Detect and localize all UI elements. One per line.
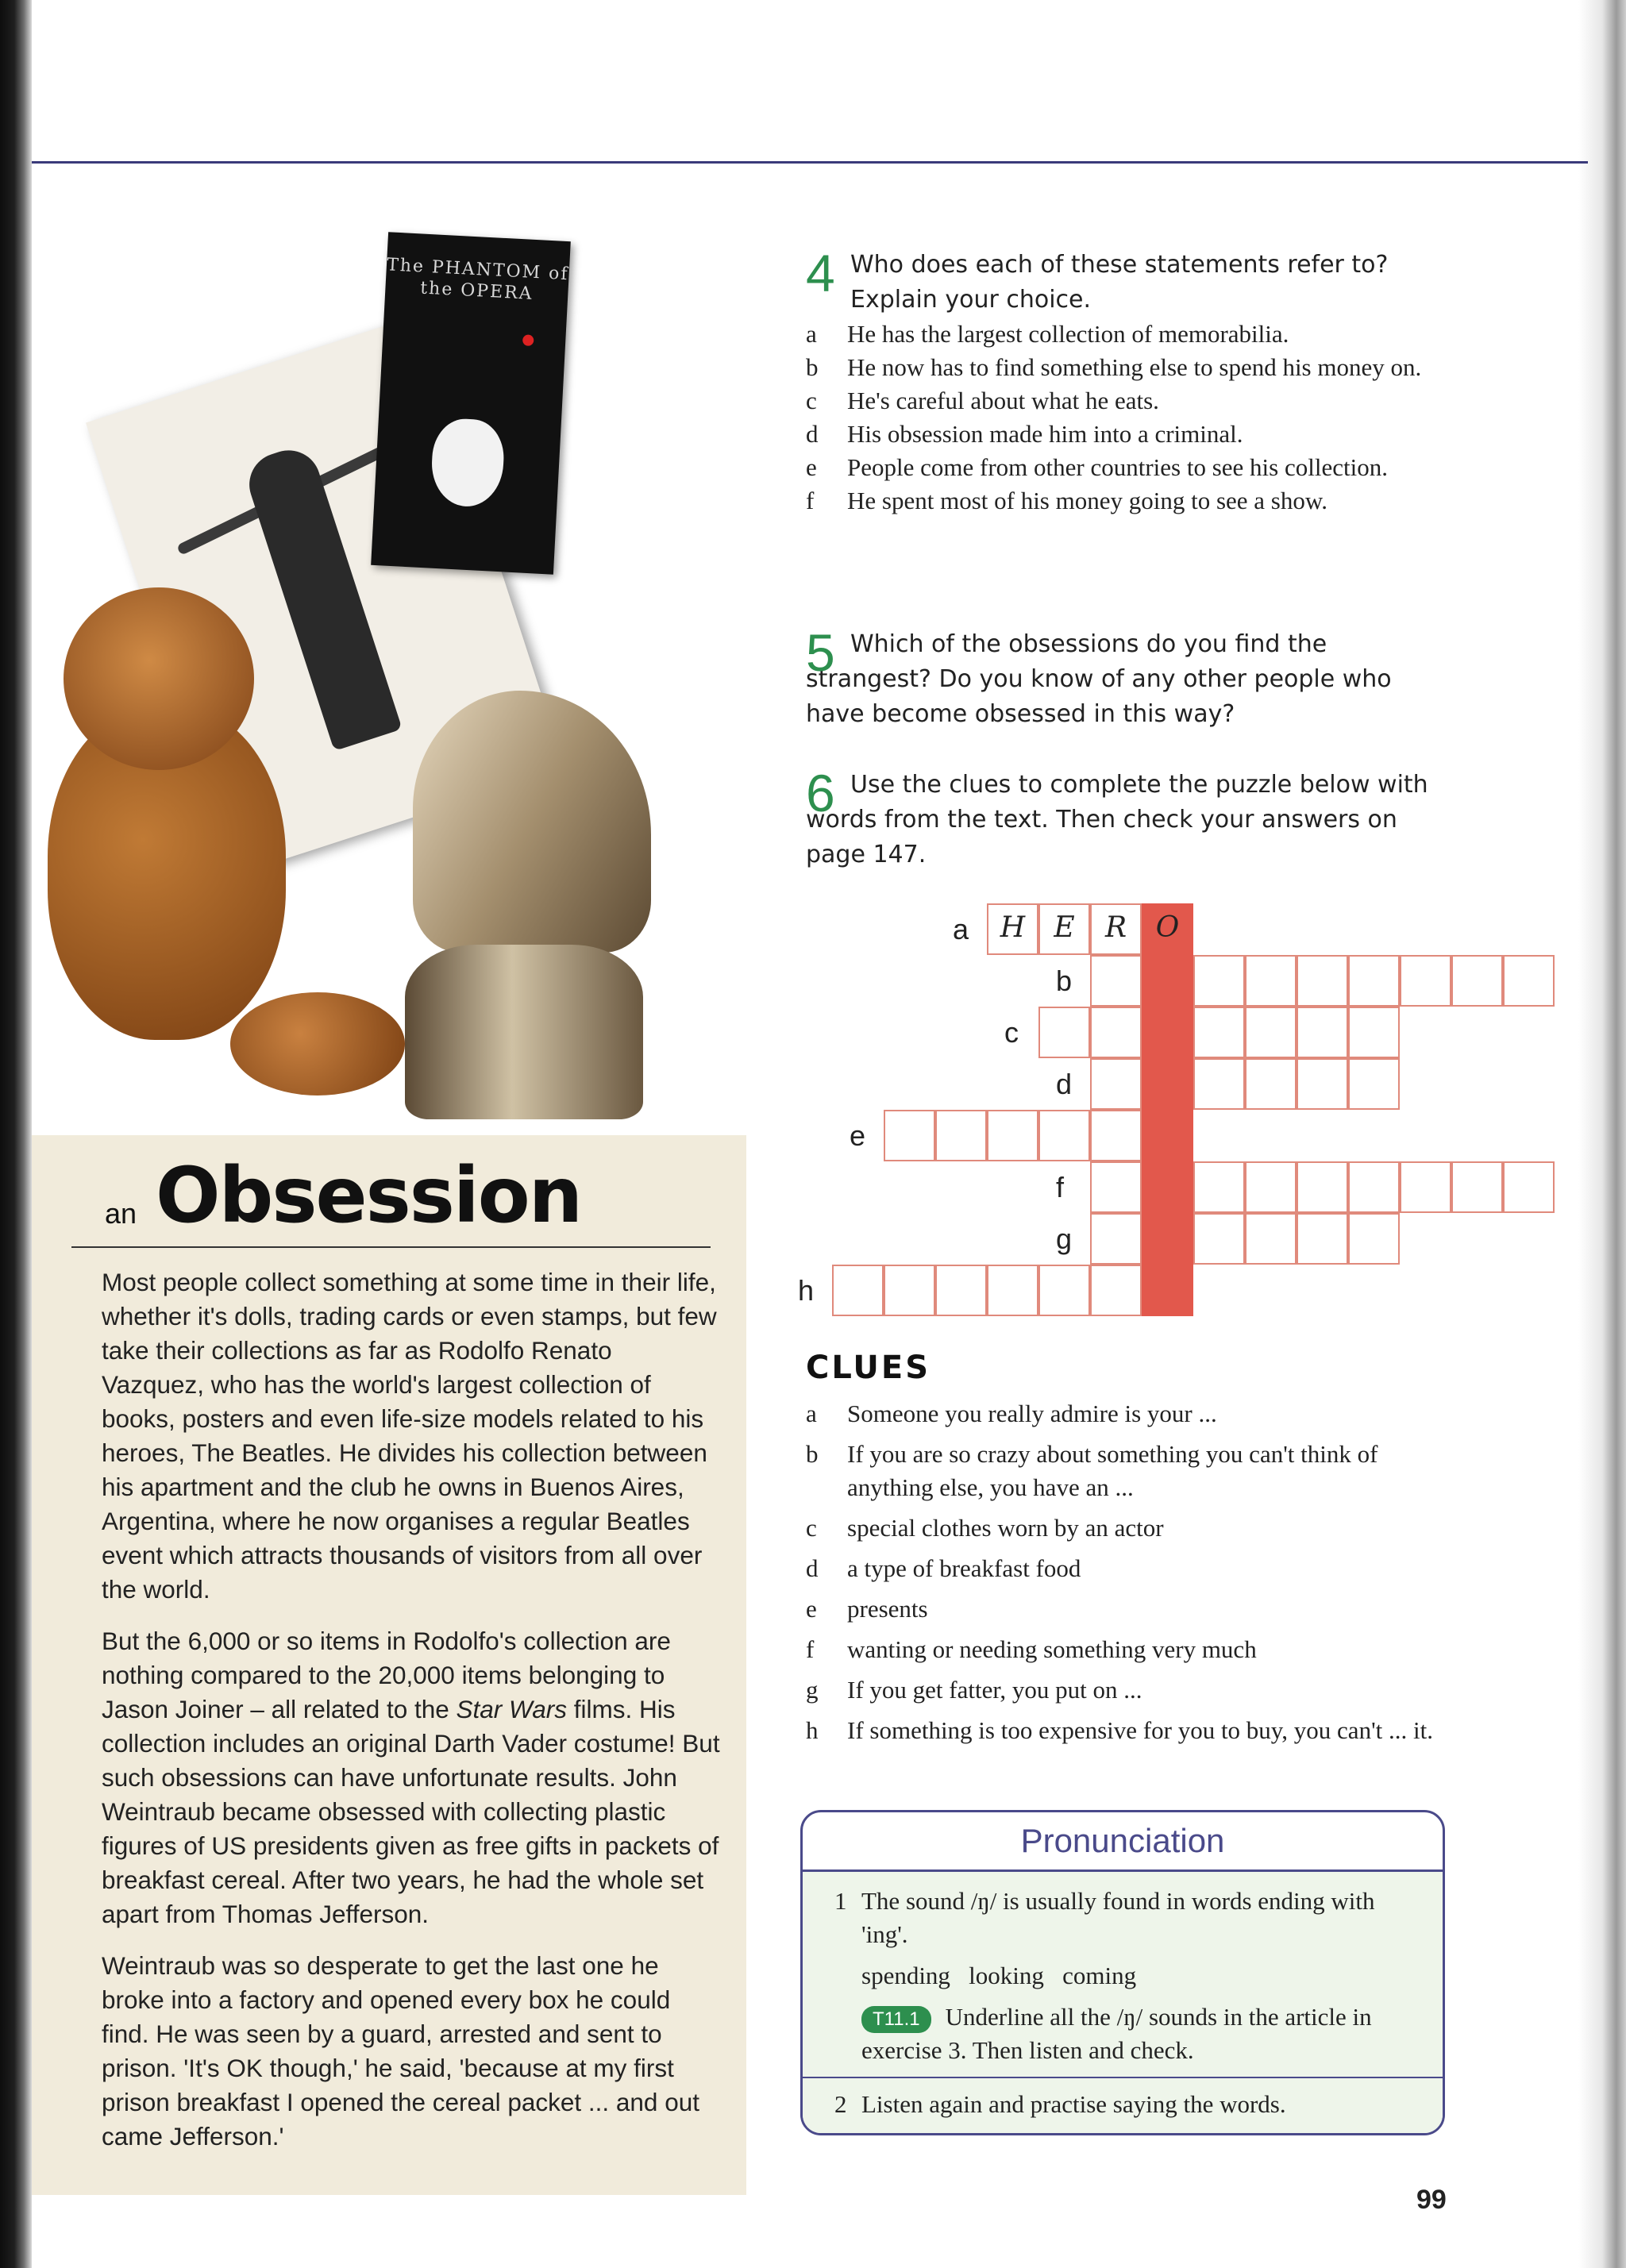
crossword-cell[interactable] [1142, 1058, 1193, 1110]
task-text: Underline all the /ŋ/ sounds in the article in exercise 3. Then listen and check. [861, 2003, 1372, 2064]
poster-title: The PHANTOM of the OPERA [386, 255, 570, 304]
article-title [71, 1151, 707, 1238]
mask-icon [430, 418, 506, 509]
item-text: If you are so crazy about something you can't think of anything else, you have an ... [847, 1440, 1378, 1501]
book-spine-shadow [0, 0, 32, 2268]
crossword-cell[interactable] [1038, 903, 1090, 955]
item-letter: f [806, 487, 815, 514]
crossword-cell[interactable] [1348, 1007, 1400, 1058]
crossword-cell[interactable] [1090, 1110, 1142, 1161]
item-text: People come from other countries to see his collection. [847, 453, 1388, 481]
crossword-cell[interactable] [1038, 1265, 1090, 1316]
crossword-cell[interactable] [1090, 955, 1142, 1007]
crossword-cell[interactable] [1090, 1058, 1142, 1110]
crossword-cell[interactable] [1142, 1213, 1193, 1265]
item-text: wanting or needing something very much [847, 1635, 1257, 1663]
crossword-cell[interactable] [1193, 1007, 1245, 1058]
item-letter: b [806, 353, 819, 381]
title-small: an [105, 1197, 137, 1230]
list-item [806, 384, 1457, 418]
crossword-cell[interactable] [1142, 1265, 1193, 1316]
article-paragraph-1: Most people collect something at some time in their life, whether it's dolls, trading cards or even stamps, but few take their collections as far as Rodolfo Renato Vazquez, who has the world's largest collection of books, posters and even life-size models related to his heroes, The Beatles. He divides his collection between his apartment and the club he owns in Buenos Aires, Argentina, where he now organises a regular Beatles event which attracts thousands of visitors from all over the world. [102, 1268, 717, 1604]
item-letter: a [806, 1400, 817, 1427]
crossword-cell[interactable] [1245, 1161, 1297, 1213]
question-number: 5 [806, 623, 835, 682]
cell-letter: R [1104, 911, 1127, 944]
item-text: He has the largest collection of memorabilia. [847, 320, 1289, 348]
article-paragraph-3: Weintraub was so desperate to get the last one he broke into a factory and opened every box he could find. He was seen by a guard, arrested and sent to prison. 'It's OK though,' he said, 'because at my first prison breakfast I opened the cereal packet ... and out came Jefferson.' [102, 1951, 699, 2151]
crossword-cell[interactable] [1142, 1161, 1193, 1213]
crossword-cell[interactable] [1348, 1213, 1400, 1265]
pronunciation-title: Pronunciation [803, 1812, 1443, 1872]
pronunciation-body [803, 1872, 1443, 2135]
crossword-cell[interactable] [1297, 1007, 1348, 1058]
list-item [806, 1438, 1465, 1504]
p2-italic: Star Wars [456, 1695, 567, 1723]
clue-label: d [1056, 1068, 1073, 1100]
item-letter: e [806, 453, 817, 481]
question-text: Who does each of these statements refer to? Explain your choice. [850, 251, 1389, 314]
list-item [806, 1552, 1465, 1585]
crossword-cell[interactable] [1451, 955, 1503, 1007]
crossword-cell[interactable] [1193, 1058, 1245, 1110]
item-text: Someone you really admire is your ... [847, 1400, 1217, 1427]
clue-label: e [850, 1119, 866, 1152]
phantom-poster [371, 232, 571, 574]
crossword-cell[interactable] [1038, 1007, 1090, 1058]
item-letter: e [806, 1595, 817, 1623]
list-item [806, 451, 1457, 484]
crossword-cell[interactable] [987, 903, 1038, 955]
crossword-cell[interactable] [1193, 955, 1245, 1007]
question-5 [806, 623, 1457, 732]
crossword-cell[interactable] [1142, 1110, 1193, 1161]
list-item [806, 1673, 1465, 1707]
crossword-cell[interactable] [1193, 1161, 1245, 1213]
audio-track-badge[interactable]: T11.1 [861, 2006, 931, 2033]
list-item [806, 1592, 1465, 1626]
crossword-cell[interactable] [1090, 903, 1142, 955]
list-item [806, 484, 1457, 518]
item-text: special clothes worn by an actor [847, 1514, 1164, 1542]
crossword-cell[interactable] [1503, 1161, 1555, 1213]
crossword-cell[interactable] [1451, 1161, 1503, 1213]
clue-label: b [1056, 965, 1073, 997]
item-text: presents [847, 1595, 928, 1623]
p2-part-a: But the 6,000 or so items in Rodolfo's collection are nothing compared to the 20,000 items belonging to Jason Joiner – all related to the [102, 1627, 671, 1723]
title-main: Obsession [156, 1151, 582, 1240]
item-text: He spent most of his money going to see a show. [847, 487, 1327, 514]
list-item [806, 1633, 1465, 1666]
crossword-cell[interactable] [1245, 1213, 1297, 1265]
question-4 [806, 244, 1457, 518]
clue-label: f [1056, 1171, 1065, 1203]
item-text: He now has to find something else to spend his money on. [847, 353, 1422, 381]
item-letter: f [806, 1635, 815, 1663]
pronunciation-item-2 [834, 2088, 1425, 2121]
bear-head [64, 587, 254, 770]
page-edge-shadow [1578, 0, 1626, 2268]
item-text: If something is too expensive for you to buy, you can't ... it. [847, 1716, 1433, 1744]
crossword-cell[interactable] [1348, 955, 1400, 1007]
list-item [806, 351, 1457, 384]
pronunciation-divider [803, 2077, 1443, 2078]
crossword-cell[interactable] [884, 1110, 935, 1161]
item-letter: b [806, 1440, 819, 1468]
item-text: His obsession made him into a criminal. [847, 420, 1243, 448]
list-item [806, 318, 1457, 351]
item-text: He's careful about what he eats. [847, 387, 1159, 414]
example-words: spending looking coming [861, 1962, 1137, 1989]
crossword-cell[interactable] [1090, 1161, 1142, 1213]
item-text: The sound /ŋ/ is usually found in words ending with 'ing'. [861, 1887, 1375, 1948]
crossword-cell[interactable] [1297, 1058, 1348, 1110]
question-6 [806, 764, 1457, 872]
item-number: 2 [834, 2090, 847, 2118]
p2-part-b: films. His collection includes an original Darth Vader costume! But such obsessions can have unfortunate results. John Weintraub became obsessed with collecting plastic figures of US presidents given as free gifts in packets of breakfast cereal. After two years, he had the whole set apart from Thomas Jefferson. [102, 1695, 720, 1928]
bear-leg [230, 992, 405, 1095]
cell-letter: O [1155, 911, 1180, 944]
item-letter: d [806, 420, 819, 448]
pronunciation-item-1 [834, 1885, 1425, 2067]
item-letter: c [806, 387, 817, 414]
crossword-cell[interactable] [1038, 1110, 1090, 1161]
cell-letter: H [1000, 911, 1026, 944]
list-item [806, 1511, 1465, 1545]
pronunciation-box [800, 1810, 1445, 2135]
crossword-cell[interactable] [1348, 1058, 1400, 1110]
crossword-cell[interactable] [884, 1265, 935, 1316]
clue-label: h [798, 1274, 815, 1307]
item-text: Listen again and practise saying the words. [861, 2090, 1286, 2118]
crossword-cell[interactable] [1090, 1265, 1142, 1316]
clues-list [806, 1397, 1465, 1754]
article-body [102, 1265, 721, 2171]
crossword-cell[interactable] [1090, 1007, 1142, 1058]
crossword-cell[interactable] [1400, 1161, 1451, 1213]
item-number: 1 [834, 1887, 847, 1915]
crossword-cell[interactable] [987, 1110, 1038, 1161]
crossword-puzzle [762, 897, 1524, 1342]
page-number: 99 [1416, 2185, 1447, 2215]
item-letter: d [806, 1554, 819, 1582]
knight-head [413, 691, 651, 953]
list-item [806, 1397, 1465, 1430]
item-letter: a [806, 320, 817, 348]
clues-heading: CLUES [806, 1350, 931, 1386]
article-paragraph-2 [102, 1624, 721, 1931]
question-text: Which of the obsessions do you find the strangest? Do you know of any other people who have become obsessed in this way? [806, 630, 1392, 728]
statement-list [806, 318, 1457, 518]
crossword-cell[interactable] [1348, 1161, 1400, 1213]
crossword-cell[interactable] [1193, 1213, 1245, 1265]
crossword-cell[interactable] [1297, 1161, 1348, 1213]
clue-label: c [1004, 1016, 1019, 1049]
crossword-cell[interactable] [832, 1265, 884, 1316]
question-number: 6 [806, 764, 835, 822]
crossword-cell[interactable] [1400, 955, 1451, 1007]
photo-collage [32, 222, 730, 1143]
crossword-cell[interactable] [935, 1110, 987, 1161]
crossword-cell[interactable] [1245, 1058, 1297, 1110]
crossword-cell[interactable] [1503, 955, 1555, 1007]
item-letter: h [806, 1716, 819, 1744]
title-rule [71, 1246, 711, 1248]
crossword-cell[interactable] [987, 1265, 1038, 1316]
poster-red-dot [522, 334, 534, 346]
crossword-cell[interactable] [1090, 1213, 1142, 1265]
crossword-cell[interactable] [1142, 1007, 1193, 1058]
clue-label: g [1056, 1223, 1073, 1255]
item-letter: g [806, 1676, 819, 1704]
list-item [806, 1714, 1465, 1747]
crossword-cell[interactable] [1142, 903, 1193, 955]
item-letter: c [806, 1514, 817, 1542]
chess-knight-image [381, 691, 683, 1135]
knight-base [405, 945, 643, 1119]
crossword-cell[interactable] [1142, 955, 1193, 1007]
listening-task [861, 2000, 1425, 2067]
crossword-cell[interactable] [1245, 955, 1297, 1007]
cell-letter: E [1054, 911, 1075, 944]
item-text: a type of breakfast food [847, 1554, 1081, 1582]
crossword-cell[interactable] [1245, 1007, 1297, 1058]
question-number: 4 [806, 244, 835, 302]
crossword-cell[interactable] [1297, 955, 1348, 1007]
question-text: Use the clues to complete the puzzle below with words from the text. Then check your answers on page 147. [806, 771, 1428, 868]
list-item [806, 418, 1457, 451]
item-text: If you get fatter, you put on ... [847, 1676, 1142, 1704]
crossword-cell[interactable] [1297, 1213, 1348, 1265]
top-rule [32, 161, 1588, 164]
crossword-cell[interactable] [935, 1265, 987, 1316]
clue-label: a [953, 913, 969, 945]
